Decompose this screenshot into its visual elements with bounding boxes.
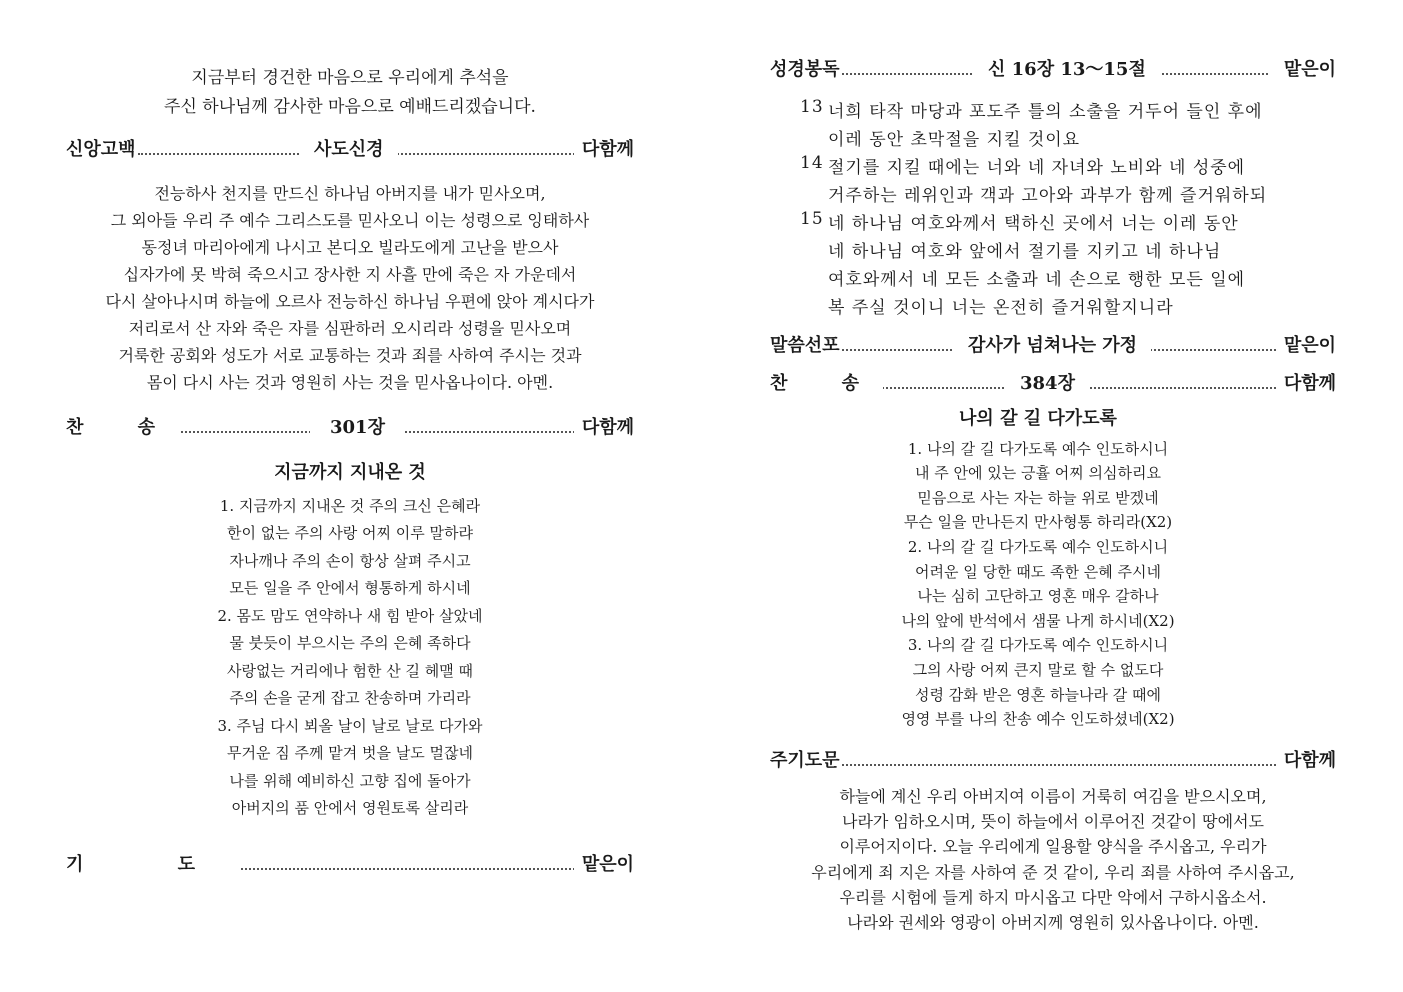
lords-prayer-line: 하늘에 계신 우리 아버지여 이름이 거룩히 여김을 받으시오며,	[839, 787, 1267, 806]
reading-ref: 신 16장 13～15절	[974, 57, 1160, 83]
leader-dots	[842, 387, 1336, 389]
sermon-leader: 맡은이	[1276, 333, 1336, 359]
hymn-384-header	[770, 371, 1336, 397]
hymn-line: 무거운 짐 주께 맡겨 벗을 날도 멀잖네	[227, 744, 473, 762]
verse-number: 15	[800, 209, 824, 229]
intro-line-2: 주신 하나님께 감사한 마음으로 예배드리겠습니다.	[164, 97, 536, 117]
creed-line: 십자가에 못 박혀 죽으시고 장사한 지 사흘 만에 죽은 자 가운데서	[123, 265, 577, 284]
verse-line: 절기를 지킬 때에는 너와 네 자녀와 노비와 네 성중에	[828, 158, 1246, 178]
hymn-line: 성령 감화 받은 영혼 하늘나라 갈 때에	[915, 686, 1161, 704]
creed-line: 거룩한 공회와 성도가 서로 교통하는 것과 죄를 사하여 주시는 것과	[118, 346, 582, 365]
hymn-number: 301장	[310, 415, 405, 441]
hymn-line: 사랑없는 거리에나 험한 산 길 헤맬 때	[227, 662, 473, 680]
creed-line: 전능하사 천지를 만드신 하나님 아버지를 내가 믿사오며,	[154, 184, 546, 203]
hymn-line: 1. 나의 갈 길 다가도록 예수 인도하시니	[907, 440, 1169, 458]
creed-header	[66, 137, 634, 163]
verse-line: 이레 동안 초막절을 지킬 것이요	[828, 130, 1081, 150]
creed-label: 신앙고백	[66, 137, 136, 163]
reading-header	[770, 57, 1336, 83]
hymn-line: 영영 부를 나의 찬송 예수 인도하셨네(X2)	[901, 710, 1175, 728]
sermon-title: 감사가 넘쳐나는 가정	[954, 333, 1151, 359]
creed-line: 저리로서 산 자와 죽은 자를 심판하러 오시리라 성령을 믿사오며	[128, 319, 572, 338]
lords-prayer-line: 이루어지이다. 오늘 우리에게 일용할 양식을 주시옵고, 우리가	[839, 837, 1267, 856]
creed-line: 그 외아들 우리 주 예수 그리스도를 믿사오니 이는 성령으로 잉태하사	[110, 211, 590, 230]
reading-leader: 맡은이	[1270, 57, 1336, 83]
verse-number: 13	[800, 97, 824, 117]
verse-line: 복 주실 것이니 너는 온전히 즐거워할지니라	[828, 298, 1174, 318]
lords-prayer-label: 주기도문	[770, 748, 840, 774]
hymn-line: 물 붓듯이 부으시는 주의 은혜 족하다	[229, 634, 471, 652]
creed-leader: 다함께	[574, 137, 634, 163]
hymn-title: 지금까지 지내온 것	[274, 462, 426, 483]
lords-prayer-line: 우리에게 죄 지은 자를 사하여 준 것 같이, 우리 죄를 사하여 주시옵고,	[811, 863, 1295, 882]
hymn-line: 그의 사랑 어찌 큰지 말로 할 수 없도다	[912, 661, 1164, 679]
hymn-leader: 다함께	[574, 415, 634, 441]
verse-line: 거주하는 레위인과 객과 고아와 과부가 함께 즐거워하되	[828, 186, 1268, 206]
hymn-line: 믿음으로 사는 자는 하늘 위로 받겠네	[917, 489, 1159, 507]
creed-title: 사도신경	[300, 137, 398, 163]
creed-line: 다시 살아나시며 하늘에 오르사 전능하신 하나님 우편에 앉아 계시다가	[105, 292, 595, 311]
lords-prayer-header	[770, 748, 1336, 774]
lords-prayer-line: 나라가 임하오시며, 뜻이 하늘에서 이루어진 것같이 땅에서도	[841, 812, 1264, 831]
hymn-line: 3. 주님 다시 뵈올 날이 날로 날로 다가와	[217, 717, 483, 735]
intro-line-1: 지금부터 경건한 마음으로 우리에게 추석을	[191, 68, 509, 88]
sermon-label: 말씀선포	[770, 333, 840, 359]
hymn-number: 384장	[1006, 371, 1089, 397]
hymn-line: 무슨 일을 만나든지 만사형통 하리라(X2)	[903, 513, 1173, 531]
hymn-line: 나는 심히 고단하고 영혼 매우 갈하나	[917, 587, 1159, 605]
hymn-301-header	[66, 415, 634, 441]
lords-prayer-line: 나라와 권세와 영광이 아버지께 영원히 있사옵나이다. 아멘.	[847, 913, 1259, 932]
lords-prayer-leader: 다함께	[1276, 748, 1336, 774]
hymn-line: 주의 손을 굳게 잡고 찬송하며 가리라	[229, 689, 471, 707]
hymn-line: 나의 앞에 반석에서 샘물 나게 하시네(X2)	[901, 612, 1175, 630]
prayer-leader: 맡은이	[574, 852, 634, 878]
hymn-title: 나의 갈 길 다가도록	[959, 408, 1117, 429]
prayer-header	[66, 852, 634, 878]
hymn-label: 찬 송	[66, 415, 179, 441]
hymn-line: 자나깨나 주의 손이 항상 살펴 주시고	[229, 552, 471, 570]
hymn-leader: 다함께	[1276, 371, 1336, 397]
lords-prayer-line: 우리를 시험에 들게 하지 마시옵고 다만 악에서 구하시옵소서.	[839, 888, 1267, 907]
verse-line: 네 하나님 여호와 앞에서 절기를 지키고 네 하나님	[828, 242, 1222, 262]
hymn-line: 2. 나의 갈 길 다가도록 예수 인도하시니	[907, 538, 1169, 556]
verse-number: 14	[800, 153, 824, 173]
leader-dots	[842, 764, 1336, 766]
hymn-line: 나를 위해 예비하신 고향 집에 돌아가	[229, 772, 471, 790]
hymn-line: 아버지의 품 안에서 영원토록 살리라	[231, 799, 469, 817]
verse-line: 네 하나님 여호와께서 택하신 곳에서 너는 이레 동안	[828, 214, 1239, 234]
prayer-label: 기 도	[66, 852, 239, 878]
verse-line: 여호와께서 네 모든 소출과 네 손으로 행한 모든 일에	[828, 270, 1246, 290]
hymn-line: 2. 몸도 맘도 연약하나 새 힘 받아 살았네	[217, 607, 483, 625]
hymn-label: 찬 송	[770, 371, 883, 397]
hymn-line: 3. 나의 갈 길 다가도록 예수 인도하시니	[907, 636, 1169, 654]
hymn-line: 내 주 안에 있는 긍휼 어찌 의심하리요	[915, 464, 1161, 482]
hymn-line: 모든 일을 주 안에서 형통하게 하시네	[229, 579, 471, 597]
verse-line: 너희 타작 마당과 포도주 틀의 소출을 거두어 들인 후에	[828, 102, 1263, 122]
hymn-line: 한이 없는 주의 사랑 어찌 이루 말하랴	[227, 524, 473, 542]
creed-line: 동정녀 마리아에게 나시고 본디오 빌라도에게 고난을 받으사	[141, 238, 559, 257]
creed-line: 몸이 다시 사는 것과 영원히 사는 것을 믿사옵나이다. 아멘.	[146, 373, 554, 392]
sermon-header	[770, 333, 1336, 359]
hymn-line: 어려운 일 당한 때도 족한 은혜 주시네	[915, 563, 1161, 581]
reading-label: 성경봉독	[770, 57, 840, 83]
hymn-line: 1. 지금까지 지내온 것 주의 크신 은혜라	[219, 497, 481, 515]
